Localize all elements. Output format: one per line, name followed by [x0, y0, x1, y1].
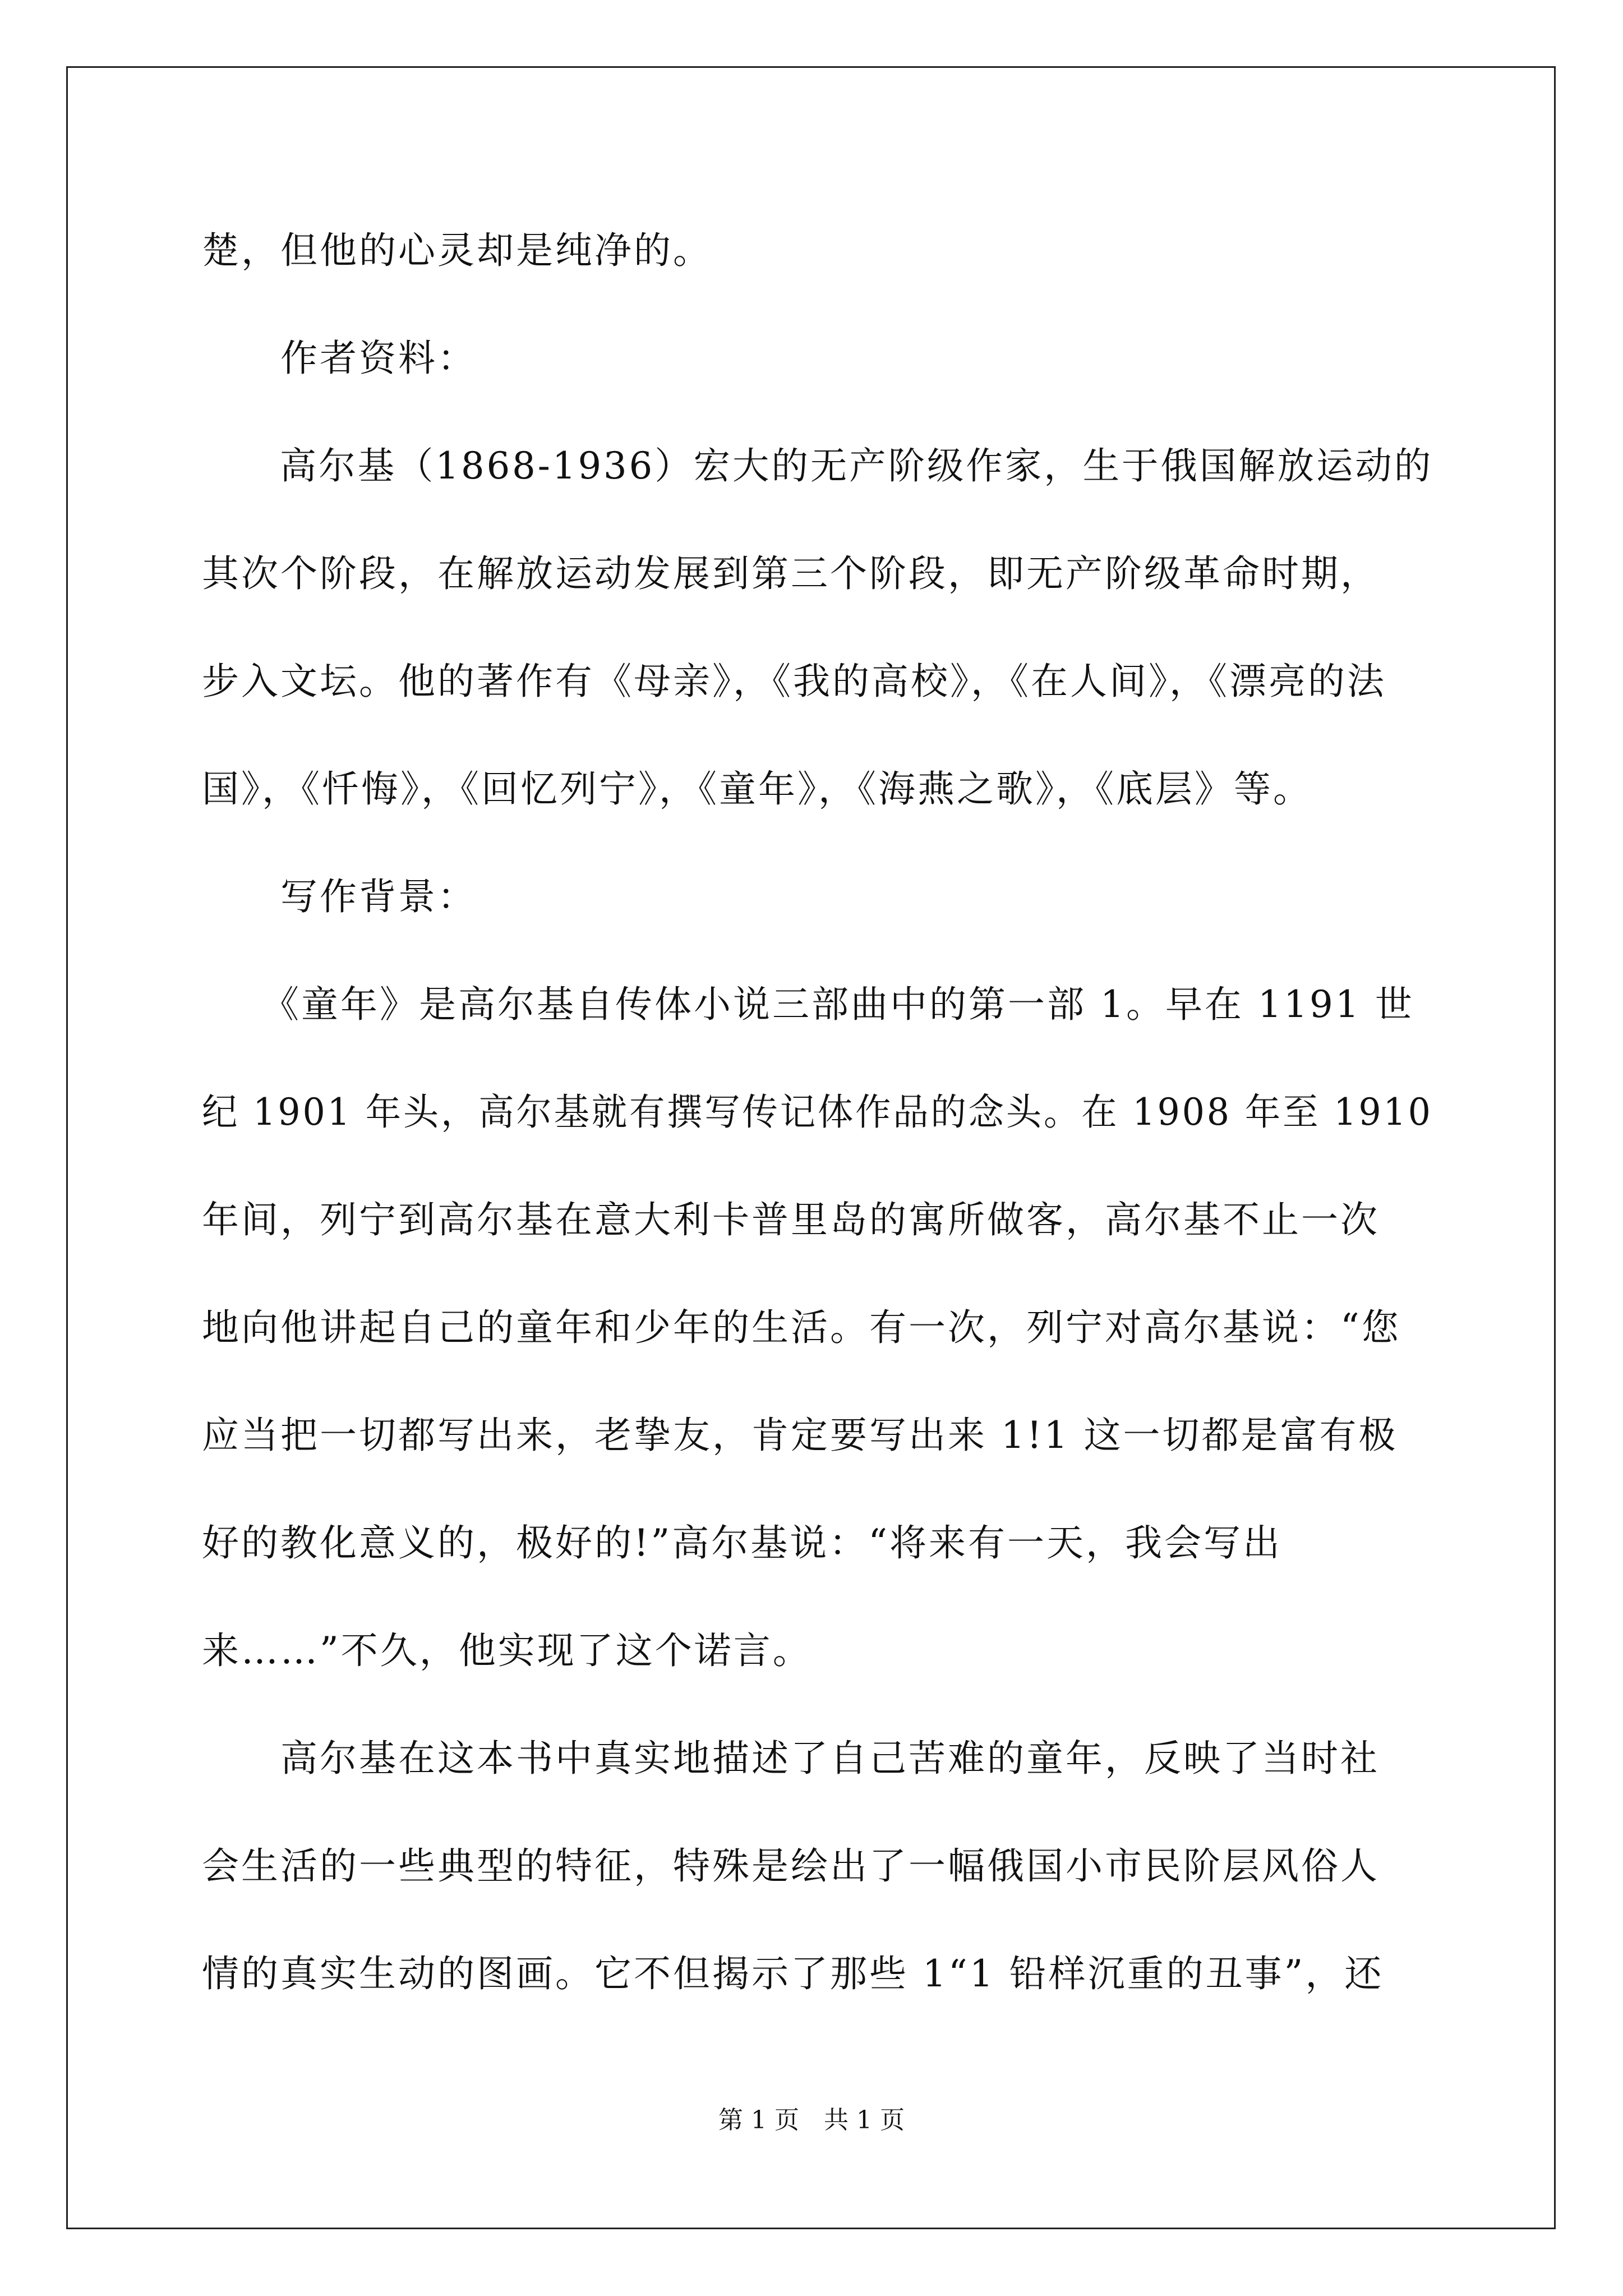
text-line: 应当把一切都写出来，老挚友，肯定要写出来 1!1 这一切都是富有极	[202, 1414, 1398, 1457]
text-line: 高尔基（1868-1936）宏大的无产阶级作家，生于俄国解放运动的	[202, 444, 1433, 487]
text-line: 作者资料：	[202, 337, 477, 380]
text-line: 年间，列宁到高尔基在意大利卡普里岛的寓所做客，高尔基不止一次	[202, 1198, 1380, 1241]
text-line: 纪 1901 年头，高尔基就有撰写传记体作品的念头。在 1908 年至 1910	[202, 1091, 1433, 1134]
text-line: 好的教化意义的，极好的!”高尔基说：“将来有一天，我会写出	[202, 1521, 1283, 1565]
page-number-footer: 第 1 页 共 1 页	[718, 2106, 905, 2134]
text-line: 高尔基在这本书中真实地描述了自己苦难的童年，反映了当时社	[202, 1737, 1380, 1780]
text-line: 其次个阶段，在解放运动发展到第三个阶段，即无产阶级革命时期，	[202, 552, 1380, 595]
text-line: 地向他讲起自己的童年和少年的生活。有一次，列宁对高尔基说：“您	[202, 1306, 1401, 1349]
text-line: 情的真实生动的图画。它不但揭示了那些 1“1 铅样沉重的丑事”，还	[202, 1952, 1384, 1995]
text-line: 《童年》是高尔基自传体小说三部曲中的第一部 1。早在 1191 世	[202, 983, 1414, 1026]
text-line: 写作背景：	[202, 875, 477, 918]
text-line: 会生活的一些典型的特征，特殊是绘出了一幅俄国小市民阶层风俗人	[202, 1844, 1380, 1888]
text-line: 国》，《忏悔》，《回忆列宁》，《童年》，《海燕之歌》，《底层》等。	[202, 767, 1312, 811]
text-line: 来……”不久，他实现了这个诺言。	[202, 1629, 812, 1672]
text-line: 楚，但他的心灵却是纯净的。	[202, 229, 712, 272]
text-line: 步入文坛。他的著作有《母亲》，《我的高校》，《在人间》，《漂亮的法	[202, 660, 1386, 703]
page-border	[66, 66, 1556, 2229]
